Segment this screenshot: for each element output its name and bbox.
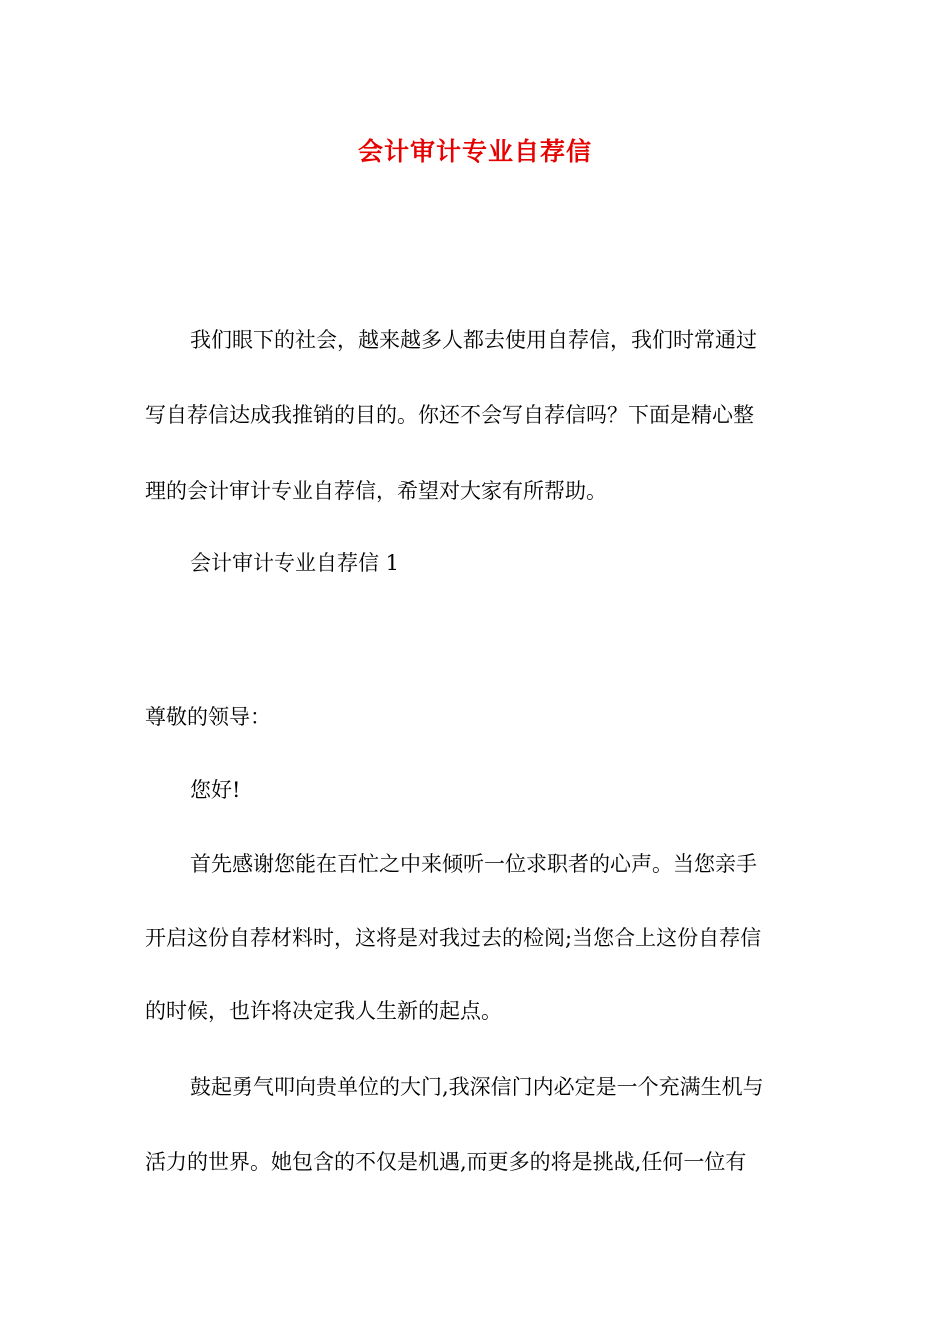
- paragraph-line: 我们眼下的社会，越来越多人都去使用自荐信，我们时常通过: [190, 328, 757, 352]
- paragraph-line: 活力的世界。她包含的不仅是机遇,而更多的将是挑战,任何一位有: [145, 1150, 747, 1174]
- paragraph-line: 写自荐信达成我推销的目的。你还不会写自荐信吗？下面是精心整: [145, 403, 754, 427]
- document-title: 会计审计专业自荐信: [357, 137, 592, 166]
- greeting: 您好!: [190, 778, 241, 802]
- section-heading: 会计审计专业自荐信 1: [190, 551, 400, 575]
- paragraph-line: 开启这份自荐材料时，这将是对我过去的检阅;当您合上这份自荐信: [145, 926, 762, 950]
- paragraph-line: 的时候，也许将决定我人生新的起点。: [145, 999, 502, 1023]
- paragraph-line: 鼓起勇气叩向贵单位的大门,我深信门内必定是一个充满生机与: [190, 1075, 764, 1099]
- paragraph-line: 理的会计审计专业自荐信，希望对大家有所帮助。: [145, 479, 607, 503]
- salutation: 尊敬的领导：: [145, 705, 271, 729]
- paragraph-line: 首先感谢您能在百忙之中来倾听一位求职者的心声。当您亲手: [190, 852, 757, 876]
